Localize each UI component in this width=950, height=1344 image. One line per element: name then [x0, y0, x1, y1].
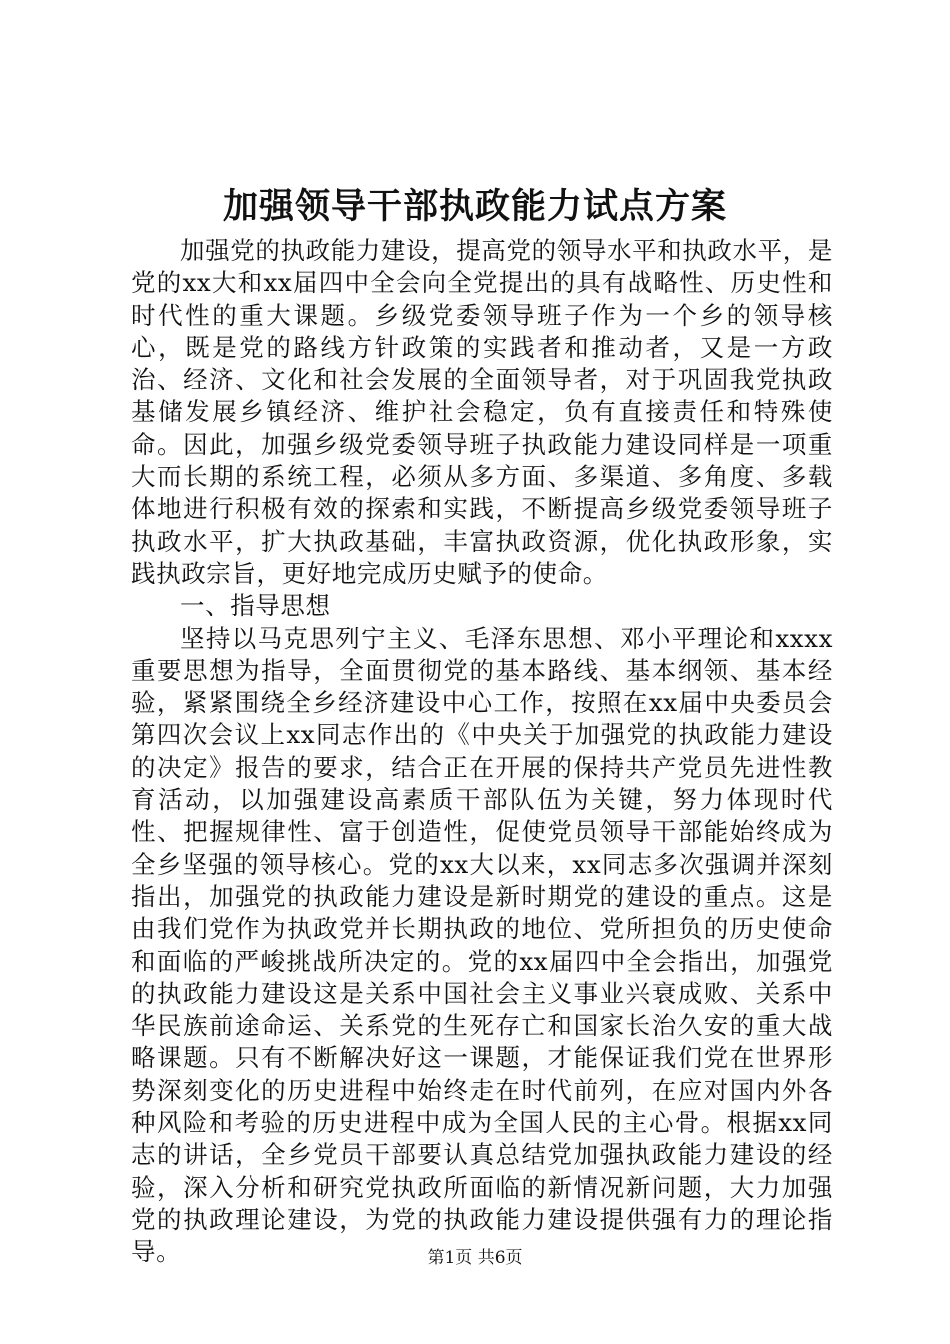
page-number: 第1页	[427, 1248, 473, 1268]
guiding-ideology-paragraph: 坚持以马克思列宁主义、毛泽东思想、邓小平理论和xxxx重要思想为指导，全面贯彻党的基本路线、基本纲领、基本经验，紧紧围绕全乡经济建设中心工作，按照在xx届中央委员会第四次会议上xx同志作出的《中央关于加强党的执政能力建设的决定》报告的要求，结合正在开展的保持共产党员先进性教育活动，以加强建设高素质干部队伍为关键，努力体现时代性、把握规律性、富于创造性，促使党员领导干部能始终成为全乡坚强的领导核心。党的xx大以来，xx同志多次强调并深刻指出，加强党的执政能力建设是新时期党的建设的重点。这是由我们党作为执政党并长期执政的地位、党所担负的历史使命和面临的严峻挑战所决定的。党的xx届四中全会指出，加强党的执政能力建设这是关系中国社会主义事业兴衰成败、关系中华民族前途命运、关系党的生死存亡和国家长治久安的重大战略课题。只有不断解决好这一课题，才能保证我们党在世界形势深刻变化的历史进程中始终走在时代前列，在应对国内外各种风险和考验的历史进程中成为全国人民的主心骨。根据xx同志的讲话，全乡党员干部要认真总结党加强执政能力建设的经验，深入分析和研究党执政所面临的新情况新问题，大力加强党的执政理论建设，为党的执政能力建设提供强有力的理论指导。	[131, 623, 833, 1267]
document-body	[131, 235, 833, 1269]
intro-paragraph: 加强党的执政能力建设，提高党的领导水平和执政水平，是党的xx大和xx届四中全会向全党提出的具有战略性、历史性和时代性的重大课题。乡级党委领导班子作为一个乡的领导核心，既是党的路线方针政策的实践者和推动者，又是一方政治、经济、文化和社会发展的全面领导者，对于巩固我党执政基储发展乡镇经济、维护社会稳定，负有直接责任和特殊使命。因此，加强乡级党委领导班子执政能力建设同样是一项重大而长期的系统工程，必须从多方面、多渠道、多角度、多载体地进行积极有效的探索和实践，不断提高乡级党委领导班子执政水平，扩大执政基础，丰富执政资源，优化执政形象，实践执政宗旨，更好地完成历史赋予的使命。	[131, 236, 833, 588]
page-footer	[0, 1247, 950, 1269]
page-total: 共6页	[477, 1248, 523, 1268]
document-title: 加强领导干部执政能力试点方案	[222, 186, 727, 227]
section-heading-guiding-ideology: 一、指导思想	[180, 591, 331, 621]
